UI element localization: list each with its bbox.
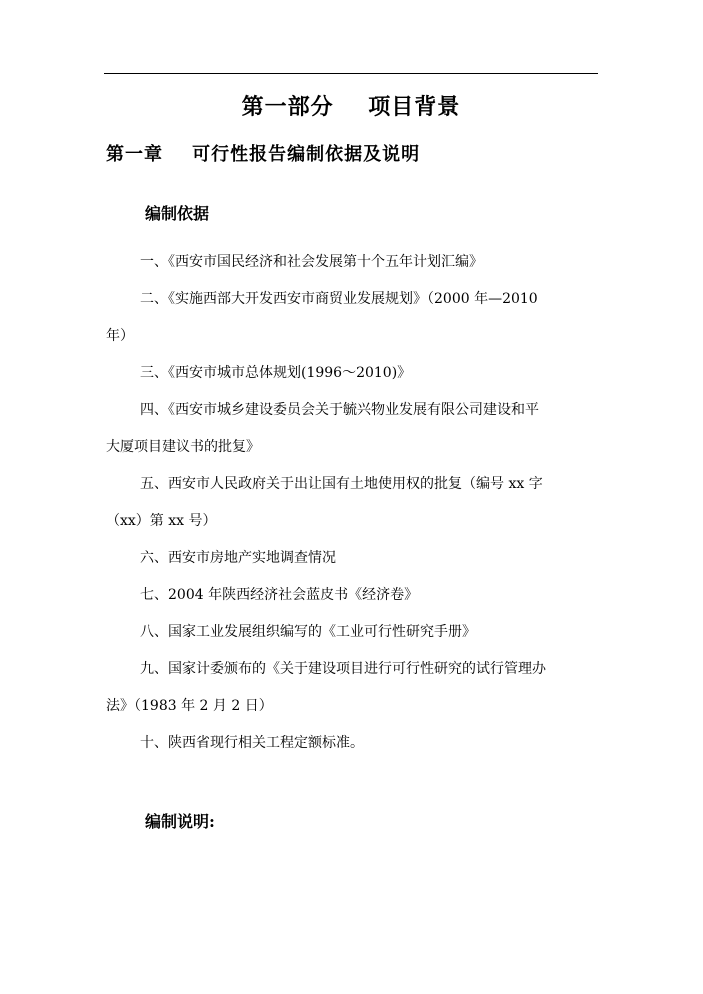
- basis-item: 七、2004 年陕西经济社会蓝皮书《经济卷》: [140, 587, 419, 603]
- section-title-basis: 编制依据: [145, 204, 210, 223]
- basis-item: 八、国家工业发展组织编写的《工业可行性研究手册》: [140, 624, 476, 640]
- basis-item: 十、陕西省现行相关工程定额标准。: [140, 735, 364, 751]
- section-title-notes: 编制说明:: [145, 812, 215, 831]
- part-title: 第一部分 项目背景: [241, 94, 461, 120]
- basis-item: 四、《西安市城乡建设委员会关于毓兴物业发展有限公司建设和平大厦项目建议书的批复》: [106, 402, 539, 455]
- basis-item: 二、《实施西部大开发西安市商贸业发展规划》（2000 年—2010 年）: [106, 291, 538, 344]
- basis-list: [106, 244, 546, 762]
- basis-item: 六、西安市房地产实地调查情况: [140, 550, 336, 566]
- basis-item: 五、西安市人民政府关于出让国有土地使用权的批复（编号 xx 字（xx）第 xx 号）: [106, 476, 543, 529]
- header-rule: [104, 73, 598, 74]
- chapter-title: 第一章 可行性报告编制依据及说明: [106, 144, 421, 165]
- basis-item: 九、国家计委颁布的《关于建设项目进行可行性研究的试行管理办法》（1983 年 2 月 2 日）: [106, 661, 546, 714]
- basis-item: 三、《西安市城市总体规划(1996～2010)》: [140, 365, 412, 381]
- basis-item: 一、《西安市国民经济和社会发展第十个五年计划汇编》: [140, 254, 483, 270]
